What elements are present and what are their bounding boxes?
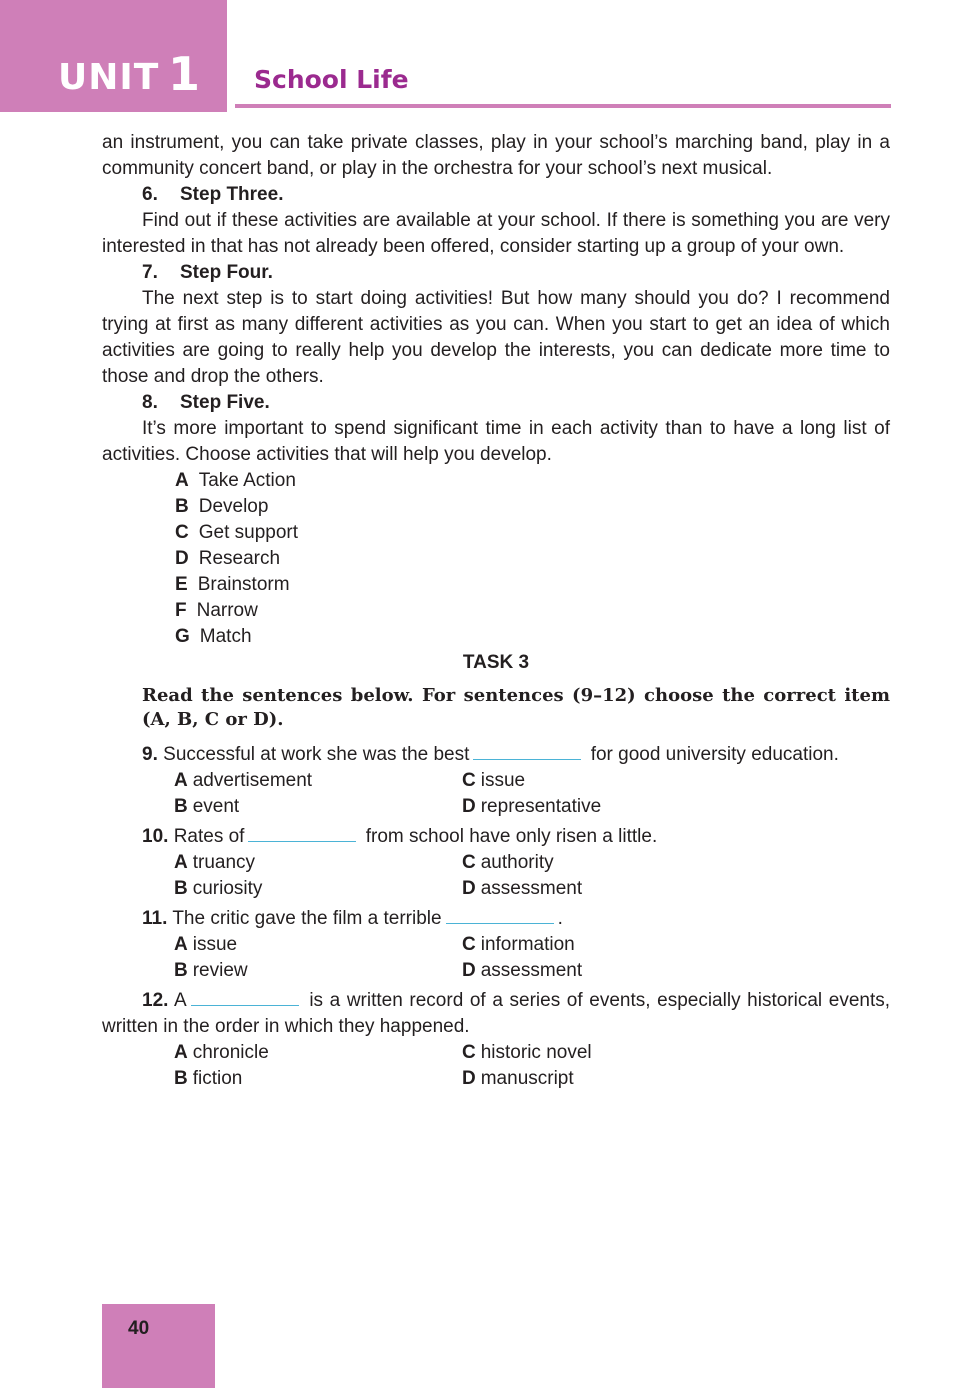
- choice-letter: A: [174, 852, 188, 873]
- question-block: [102, 988, 890, 1092]
- header-rule: [235, 104, 891, 108]
- question-number: 10.: [142, 826, 169, 847]
- option-text: Develop: [198, 496, 269, 517]
- answer-blank[interactable]: [191, 989, 299, 1006]
- unit-banner: [0, 0, 227, 112]
- step-title: Step Five.: [180, 392, 270, 413]
- step-number: 7.: [142, 262, 158, 283]
- question-line: [102, 988, 890, 1040]
- question-text-before: Successful at work she was the best: [163, 744, 470, 765]
- choice-text: information: [480, 934, 575, 955]
- option-text: Research: [198, 548, 281, 569]
- task-title: TASK 3: [462, 652, 530, 673]
- choice-item[interactable]: [174, 958, 462, 984]
- question-text-before: Rates of: [173, 826, 245, 847]
- intro-paragraph: an instrument, you can take private classes, play in your school’s marching band, play in a community concert band, or play in the orchestra for your school’s next musical.: [102, 132, 890, 179]
- choice-text: representative: [480, 796, 602, 817]
- question-text-after: from school have only risen a little.: [365, 826, 658, 847]
- choice-text: authority: [480, 852, 554, 873]
- choice-letter: B: [174, 796, 188, 817]
- choice-letter: A: [174, 934, 188, 955]
- option-text: Match: [199, 626, 252, 647]
- step-heading: [102, 390, 890, 416]
- choice-text: issue: [192, 934, 238, 955]
- step-title: Step Three.: [180, 184, 284, 205]
- choice-item[interactable]: [174, 768, 462, 794]
- task-instruction: Read the sentences below. For sentences (9–12) choose the correct item (A, B, C or D).: [142, 685, 890, 730]
- choice-item[interactable]: [462, 794, 762, 820]
- option-letter: E: [175, 574, 188, 595]
- option-letter: A: [175, 470, 189, 491]
- choice-text: curiosity: [192, 878, 263, 899]
- choice-letter: D: [462, 960, 476, 981]
- answer-choices: [102, 850, 890, 902]
- choice-item[interactable]: [462, 1040, 762, 1066]
- step-number: 8.: [142, 392, 158, 413]
- question-text-before: A: [174, 990, 187, 1011]
- question-block: [102, 742, 890, 820]
- choice-text: chronicle: [192, 1042, 269, 1063]
- choice-item[interactable]: [462, 932, 762, 958]
- unit-number: 1: [168, 47, 201, 101]
- choice-item[interactable]: [174, 1040, 462, 1066]
- answer-blank[interactable]: [248, 825, 356, 842]
- choice-item[interactable]: [462, 850, 762, 876]
- step-paragraph: Find out if these activities are available at your school. If there is something you are very interested in that has not already been offered, consider starting up a group of your own.: [102, 210, 890, 257]
- heading-options-list: [102, 468, 890, 650]
- choice-letter: C: [462, 852, 476, 873]
- choice-letter: A: [174, 1042, 188, 1063]
- choice-text: issue: [480, 770, 526, 791]
- answer-blank[interactable]: [446, 907, 554, 924]
- option-letter: F: [175, 600, 187, 621]
- question-text-after: for good university education.: [590, 744, 839, 765]
- answer-choices: [102, 768, 890, 820]
- question-text-before: The critic gave the film a terrible: [172, 908, 442, 929]
- choice-letter: B: [174, 960, 188, 981]
- question-block: [102, 906, 890, 984]
- step-paragraph: It’s more important to spend significant time in each activity than to have a long list of activities. Choose activities that will help you develop.: [102, 418, 890, 465]
- option-item: [175, 546, 890, 572]
- choice-letter: D: [462, 1068, 476, 1089]
- choice-letter: D: [462, 878, 476, 899]
- step-number: 6.: [142, 184, 158, 205]
- answer-choices: [102, 932, 890, 984]
- option-letter: D: [175, 548, 189, 569]
- choice-letter: C: [462, 934, 476, 955]
- choice-item[interactable]: [174, 876, 462, 902]
- page-number: 40: [128, 1318, 150, 1339]
- page-number-tab: [102, 1304, 215, 1388]
- choice-item[interactable]: [462, 768, 762, 794]
- choice-item[interactable]: [174, 1066, 462, 1092]
- choice-letter: C: [462, 1042, 476, 1063]
- option-letter: G: [175, 626, 190, 647]
- question-block: [102, 824, 890, 902]
- choice-item[interactable]: [174, 932, 462, 958]
- choice-item[interactable]: [174, 794, 462, 820]
- choice-item[interactable]: [462, 958, 762, 984]
- choice-text: historic novel: [480, 1042, 592, 1063]
- choice-item[interactable]: [462, 876, 762, 902]
- question-number: 12.: [142, 990, 169, 1011]
- question-line: [102, 742, 890, 768]
- question-line: [102, 906, 890, 932]
- choice-text: event: [192, 796, 240, 817]
- answer-blank[interactable]: [473, 743, 581, 760]
- step-title: Step Four.: [180, 262, 273, 283]
- question-text-after: .: [557, 908, 563, 929]
- choice-letter: C: [462, 770, 476, 791]
- choice-text: assessment: [480, 960, 583, 981]
- option-item: [175, 598, 890, 624]
- choice-item[interactable]: [174, 850, 462, 876]
- option-text: Narrow: [196, 600, 258, 621]
- step-heading: [102, 260, 890, 286]
- choice-text: fiction: [192, 1068, 243, 1089]
- question-text-after: is a written record of a series of events, especially historical events, written in the order in which they happened.: [102, 990, 891, 1037]
- question-number: 9.: [142, 744, 158, 765]
- option-text: Brainstorm: [197, 574, 290, 595]
- choice-letter: A: [174, 770, 188, 791]
- option-item: [175, 572, 890, 598]
- choice-text: manuscript: [480, 1068, 574, 1089]
- option-item: [175, 624, 890, 650]
- unit-label: UNIT: [58, 57, 160, 98]
- choice-letter: B: [174, 1068, 188, 1089]
- page-content: [102, 130, 890, 1096]
- option-text: Take Action: [198, 470, 296, 491]
- question-line: [102, 824, 890, 850]
- option-item: [175, 468, 890, 494]
- option-item: [175, 494, 890, 520]
- step-heading: [102, 182, 890, 208]
- choice-text: assessment: [480, 878, 583, 899]
- option-letter: C: [175, 522, 189, 543]
- question-number: 11.: [142, 908, 168, 929]
- unit-title: School Life: [254, 65, 409, 94]
- option-text: Get support: [198, 522, 299, 543]
- choice-item[interactable]: [462, 1066, 762, 1092]
- option-letter: B: [175, 496, 189, 517]
- choice-letter: B: [174, 878, 188, 899]
- option-item: [175, 520, 890, 546]
- step-paragraph: The next step is to start doing activities! But how many should you do? I recommend trying at first as many different activities as you can. When you start to get an idea of which activities are going to really help you develop the interests, you can dedicate more time to those and drop the others.: [102, 288, 890, 387]
- choice-text: truancy: [192, 852, 256, 873]
- choice-letter: D: [462, 796, 476, 817]
- answer-choices: [102, 1040, 890, 1092]
- choice-text: review: [192, 960, 248, 981]
- choice-text: advertisement: [192, 770, 313, 791]
